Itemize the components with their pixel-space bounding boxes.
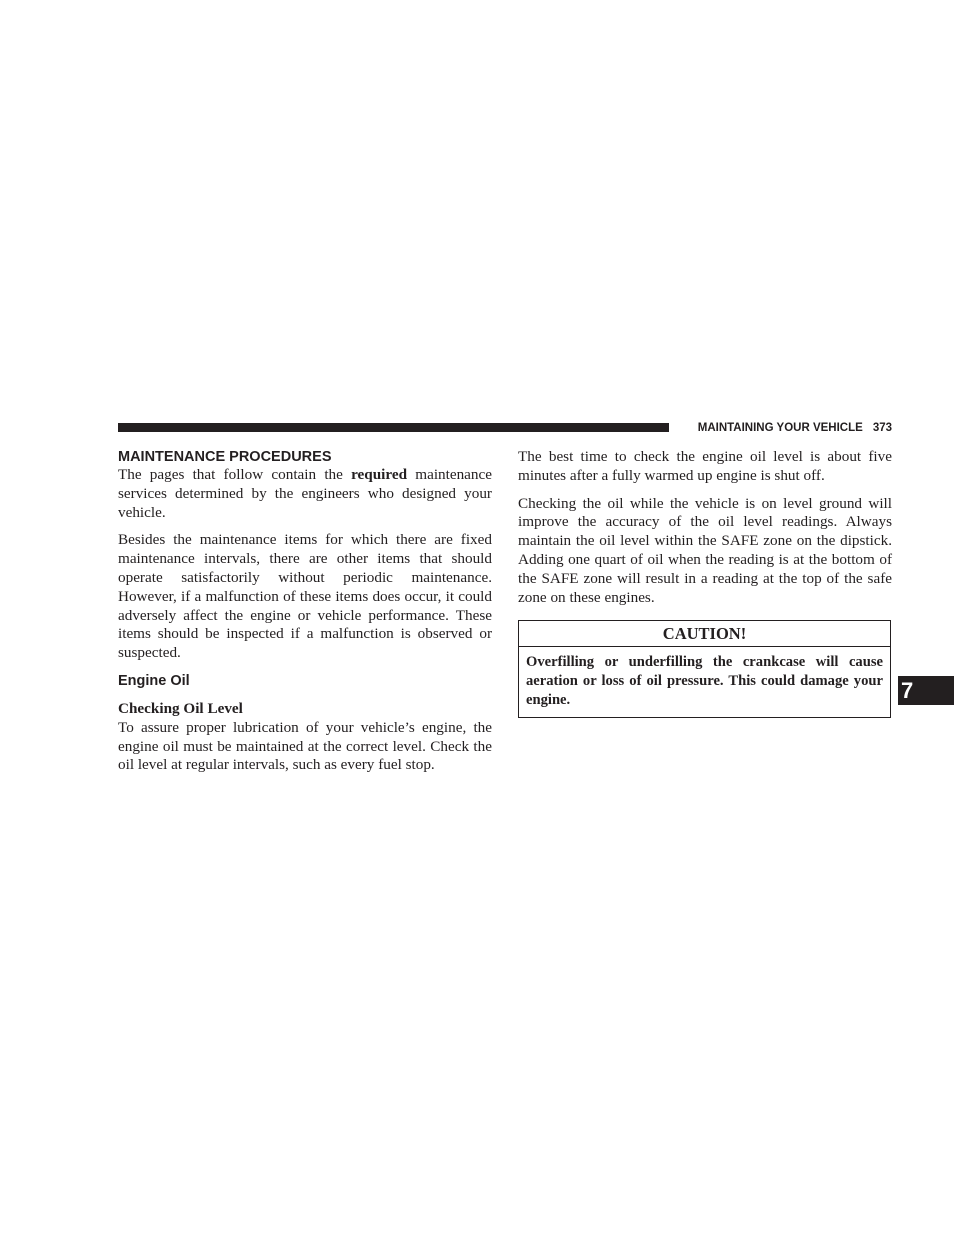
intro-text-bold: required (351, 466, 408, 483)
intro-text-end: maintenance services determined by the engineers who designed your vehicle. (118, 466, 492, 521)
subsub-title-checking-oil-level: Checking Oil Level (118, 699, 243, 717)
chapter-tab: 7 (898, 676, 954, 705)
maintenance-items-paragraph: Besides the maintenance items for which there are fixed maintenance intervals, there are other items that should operate satisfactorily without periodic maintenance. However, if a malfunction of these items does occur, it could adversely affect the engine or vehicle performance. These items should be inspected if a malfunction is observed or suspected. (118, 531, 492, 662)
level-ground-paragraph: Checking the oil while the vehicle is on level ground will improve the accuracy of the oil level readings. Always maintain the oil level within the SAFE zone on the dipstick. Adding one quart of oil when the reading is at the bottom of the SAFE zone will result in a reading at the top of the safe zone on these engines. (518, 494, 892, 606)
subsection-title-engine-oil: Engine Oil (118, 672, 190, 689)
section-title: MAINTENANCE PROCEDURES (118, 449, 332, 465)
caution-box (518, 620, 891, 718)
running-header (678, 420, 892, 436)
caution-text: Overfilling or underfilling the crankcase will cause aeration or loss of oil pressure. This could damage your engine. (526, 654, 883, 709)
intro-text-start: The pages that follow contain the (118, 466, 352, 483)
oil-level-paragraph: To assure proper lubrication of your vehicle’s engine, the engine oil must be maintained at the correct level. Check the oil level at regular intervals, such as every fuel stop. (118, 718, 492, 774)
caution-heading: CAUTION! (519, 621, 890, 647)
intro-paragraph (118, 466, 492, 522)
page-number: 373 (872, 422, 892, 434)
right-column (518, 448, 892, 718)
header-section-label: MAINTAINING YOUR VEHICLE (697, 422, 863, 434)
header-rule (118, 423, 669, 432)
best-time-paragraph: The best time to check the engine oil level is about five minutes after a fully warmed up engine is shut off. (518, 448, 892, 484)
left-column (118, 448, 492, 775)
